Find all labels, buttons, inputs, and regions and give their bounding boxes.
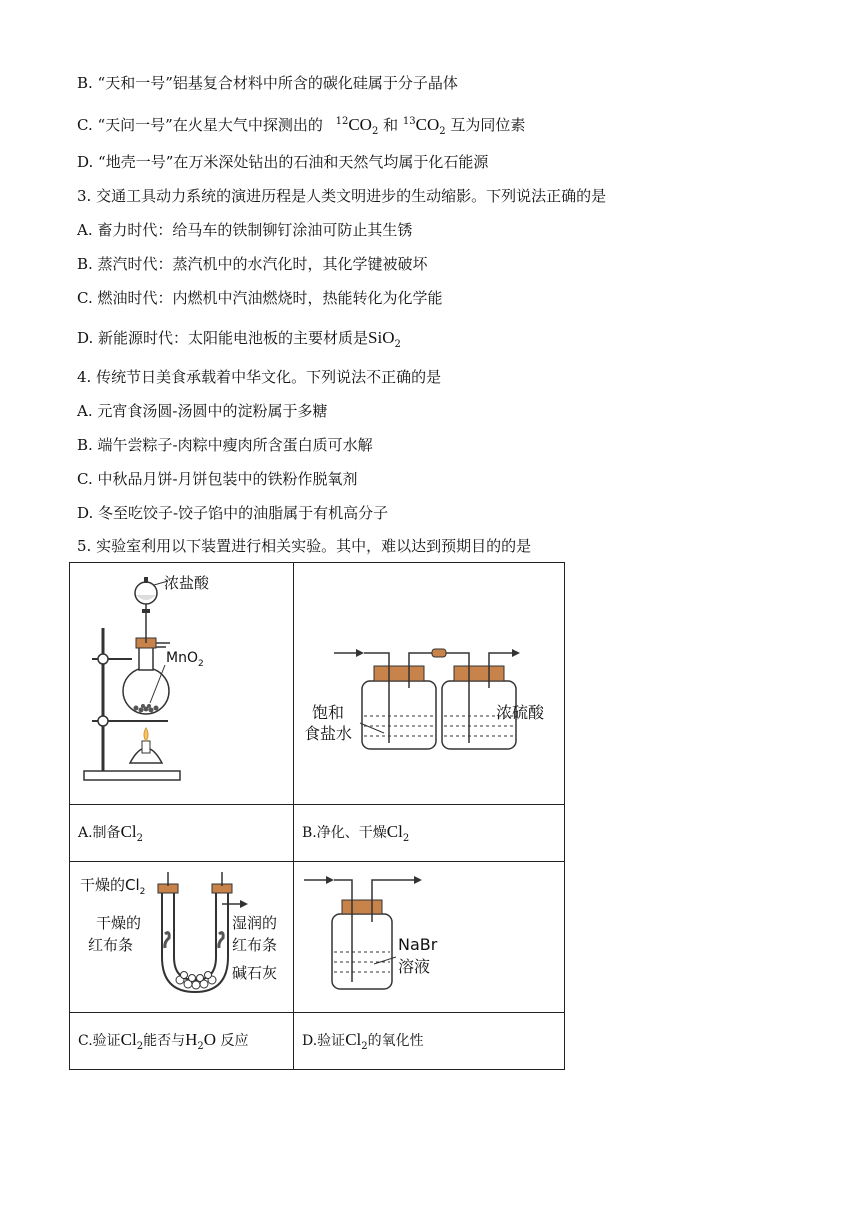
experiment-table [69, 562, 565, 1070]
option-4c: C. 中秋品月饼-月饼包装中的铁粉作脱氧剂 [77, 470, 358, 488]
option-4d: D. 冬至吃饺子-饺子馅中的油脂属于有机高分子 [77, 504, 389, 522]
figure-a-chlorine-generator [70, 563, 293, 800]
label-wet-cloth-2: 红布条 [232, 936, 278, 954]
question-4: 4. 传统节日美食承载着中华文化。下列说法不正确的是 [77, 368, 442, 386]
label-soda-lime: 碱石灰 [232, 964, 278, 982]
label-solution: 溶液 [398, 957, 431, 976]
label-wet-cloth-1: 湿润的 [232, 914, 278, 932]
label-dry-cloth-2: 红布条 [88, 936, 134, 954]
option-3b: B. 蒸汽时代：蒸汽机中的水汽化时，其化学键被破坏 [77, 255, 428, 273]
option-3c: C. 燃油时代：内燃机中汽油燃烧时，热能转化为化学能 [77, 289, 443, 307]
caption-b: B.净化、干燥$Cl_2$ [294, 805, 565, 862]
option-2c: C. “天问一号”在火星大气中探测出的 $^{12}CO_2$ 和 $^{13}CO_2$ 互为同位素 [77, 115, 526, 137]
caption-c: C.验证$Cl_2$能否与$H_2O$ 反应 [70, 1013, 294, 1070]
caption-d: D.验证$Cl_2$的氧化性 [294, 1013, 565, 1070]
figure-d-nabr-bottle [294, 862, 564, 1008]
figure-c-cell [70, 862, 294, 1013]
label-brine: 食盐水 [304, 724, 353, 743]
question-5: 5. 实验室利用以下装置进行相关实验。其中，难以达到预期目的的是 [77, 537, 532, 555]
label-mno2: MnO$_2$ [166, 650, 204, 669]
figure-b-cell [294, 563, 565, 805]
option-2d: D. “地壳一号”在万米深处钻出的石油和天然气均属于化石能源 [77, 153, 489, 171]
label-saturated: 饱和 [312, 703, 345, 722]
figure-c-u-tube [70, 862, 293, 1008]
label-sulfuric-acid: 浓硫酸 [496, 703, 545, 722]
caption-a: A.制备$Cl_2$ [70, 805, 294, 862]
label-dry-chlorine: 干燥的$Cl_2$ [80, 876, 146, 897]
label-nabr: NaBr [398, 935, 438, 954]
figure-d-cell [294, 862, 565, 1013]
label-acid: 浓盐酸 [164, 574, 210, 592]
option-3a: A. 畜力时代：给马车的铁制铆钉涂油可防止其生锈 [77, 221, 413, 239]
label-dry-cloth-1: 干燥的 [96, 914, 142, 932]
option-4b: B. 端午尝粽子-肉粽中瘦肉所含蛋白质可水解 [77, 436, 373, 454]
figure-b-wash-bottles [294, 563, 564, 800]
option-3d: D. 新能源时代：太阳能电池板的主要材质是SiO$_2$ [77, 328, 401, 350]
option-2b: B. “天和一号”铝基复合材料中所含的碳化硅属于分子晶体 [77, 74, 458, 92]
figure-a-cell [70, 563, 294, 805]
question-3: 3. 交通工具动力系统的演进历程是人类文明进步的生动缩影。下列说法正确的是 [77, 187, 607, 205]
option-4a: A. 元宵食汤圆-汤圆中的淀粉属于多糖 [77, 402, 328, 420]
